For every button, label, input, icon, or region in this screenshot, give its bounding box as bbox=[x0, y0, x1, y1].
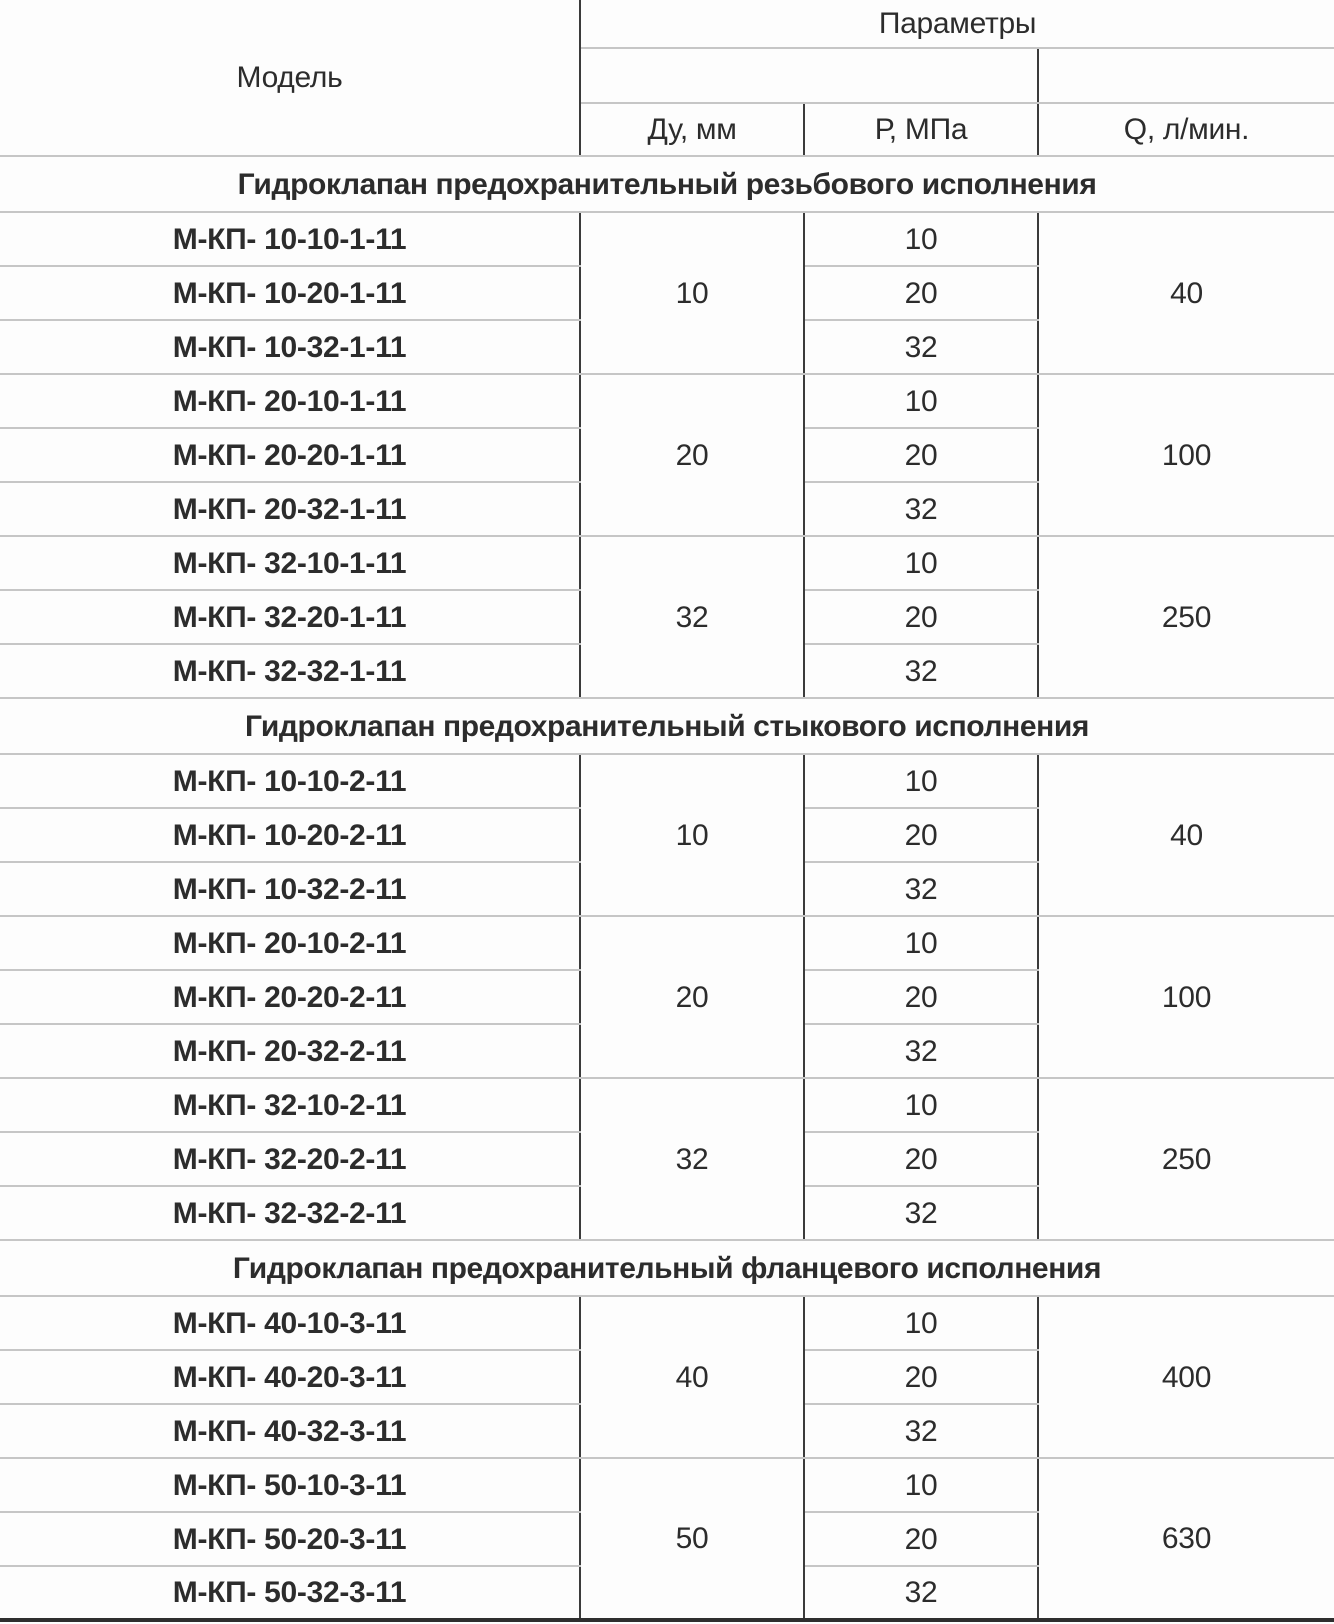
du-cell: 20 bbox=[580, 374, 804, 536]
section-title: Гидроклапан предохранительный резьбового исполнения bbox=[0, 156, 1334, 212]
q-cell: 630 bbox=[1038, 1458, 1334, 1620]
header-spacer-du-p bbox=[580, 48, 1038, 103]
model-cell: М-КП- 10-32-2-11 bbox=[0, 862, 580, 916]
p-cell: 10 bbox=[804, 212, 1038, 266]
q-cell: 100 bbox=[1038, 916, 1334, 1078]
p-cell: 20 bbox=[804, 428, 1038, 482]
p-cell: 32 bbox=[804, 1186, 1038, 1240]
section-title: Гидроклапан предохранительный стыкового исполнения bbox=[0, 698, 1334, 754]
table-row bbox=[0, 1458, 1334, 1512]
model-cell: М-КП- 10-20-1-11 bbox=[0, 266, 580, 320]
model-cell: М-КП- 20-10-1-11 bbox=[0, 374, 580, 428]
model-cell: М-КП- 50-10-3-11 bbox=[0, 1458, 580, 1512]
model-cell: М-КП- 50-20-3-11 bbox=[0, 1512, 580, 1566]
du-cell: 10 bbox=[580, 212, 804, 374]
p-cell: 10 bbox=[804, 916, 1038, 970]
p-cell: 20 bbox=[804, 970, 1038, 1024]
header-col-p: Р, МПа bbox=[804, 103, 1038, 156]
du-cell: 10 bbox=[580, 754, 804, 916]
q-cell: 250 bbox=[1038, 536, 1334, 698]
p-cell: 20 bbox=[804, 590, 1038, 644]
section-title-row bbox=[0, 156, 1334, 212]
model-cell: М-КП- 10-10-2-11 bbox=[0, 754, 580, 808]
du-cell: 32 bbox=[580, 1078, 804, 1240]
q-cell: 40 bbox=[1038, 212, 1334, 374]
p-cell: 20 bbox=[804, 1132, 1038, 1186]
p-cell: 20 bbox=[804, 266, 1038, 320]
p-cell: 20 bbox=[804, 1512, 1038, 1566]
q-cell: 400 bbox=[1038, 1296, 1334, 1458]
p-cell: 32 bbox=[804, 1024, 1038, 1078]
model-cell: М-КП- 10-10-1-11 bbox=[0, 212, 580, 266]
table-header bbox=[0, 0, 1334, 156]
model-cell: М-КП- 32-10-2-11 bbox=[0, 1078, 580, 1132]
model-cell: М-КП- 32-32-2-11 bbox=[0, 1186, 580, 1240]
model-cell: М-КП- 20-20-1-11 bbox=[0, 428, 580, 482]
q-cell: 100 bbox=[1038, 374, 1334, 536]
table-row bbox=[0, 1078, 1334, 1132]
header-col-du: Ду, мм bbox=[580, 103, 804, 156]
q-cell: 250 bbox=[1038, 1078, 1334, 1240]
p-cell: 10 bbox=[804, 536, 1038, 590]
p-cell: 10 bbox=[804, 754, 1038, 808]
du-cell: 40 bbox=[580, 1296, 804, 1458]
p-cell: 32 bbox=[804, 1566, 1038, 1620]
header-params-label: Параметры bbox=[580, 0, 1334, 48]
model-cell: М-КП- 20-32-1-11 bbox=[0, 482, 580, 536]
p-cell: 32 bbox=[804, 862, 1038, 916]
p-cell: 10 bbox=[804, 374, 1038, 428]
du-cell: 20 bbox=[580, 916, 804, 1078]
model-cell: М-КП- 20-10-2-11 bbox=[0, 916, 580, 970]
model-cell: М-КП- 32-20-2-11 bbox=[0, 1132, 580, 1186]
table-row bbox=[0, 754, 1334, 808]
model-cell: М-КП- 40-10-3-11 bbox=[0, 1296, 580, 1350]
model-cell: М-КП- 32-10-1-11 bbox=[0, 536, 580, 590]
table-row bbox=[0, 536, 1334, 590]
section-title-row bbox=[0, 1240, 1334, 1296]
model-cell: М-КП- 10-20-2-11 bbox=[0, 808, 580, 862]
model-cell: М-КП- 40-20-3-11 bbox=[0, 1350, 580, 1404]
du-cell: 32 bbox=[580, 536, 804, 698]
model-cell: М-КП- 10-32-1-11 bbox=[0, 320, 580, 374]
section-title-row bbox=[0, 698, 1334, 754]
table-row bbox=[0, 916, 1334, 970]
table-row bbox=[0, 1296, 1334, 1350]
header-model-label: Модель bbox=[0, 0, 580, 156]
section-title: Гидроклапан предохранительный фланцевого исполнения bbox=[0, 1240, 1334, 1296]
p-cell: 10 bbox=[804, 1458, 1038, 1512]
header-col-q: Q, л/мин. bbox=[1038, 103, 1334, 156]
p-cell: 10 bbox=[804, 1078, 1038, 1132]
table-body bbox=[0, 156, 1334, 1620]
table-row bbox=[0, 374, 1334, 428]
header-spacer-q bbox=[1038, 48, 1334, 103]
model-cell: М-КП- 20-32-2-11 bbox=[0, 1024, 580, 1078]
model-cell: М-КП- 20-20-2-11 bbox=[0, 970, 580, 1024]
model-cell: М-КП- 32-32-1-11 bbox=[0, 644, 580, 698]
p-cell: 32 bbox=[804, 644, 1038, 698]
p-cell: 32 bbox=[804, 1404, 1038, 1458]
p-cell: 20 bbox=[804, 1350, 1038, 1404]
p-cell: 20 bbox=[804, 808, 1038, 862]
q-cell: 40 bbox=[1038, 754, 1334, 916]
model-cell: М-КП- 50-32-3-11 bbox=[0, 1566, 580, 1620]
model-cell: М-КП- 32-20-1-11 bbox=[0, 590, 580, 644]
p-cell: 32 bbox=[804, 482, 1038, 536]
p-cell: 32 bbox=[804, 320, 1038, 374]
p-cell: 10 bbox=[804, 1296, 1038, 1350]
du-cell: 50 bbox=[580, 1458, 804, 1620]
model-cell: М-КП- 40-32-3-11 bbox=[0, 1404, 580, 1458]
table-row bbox=[0, 212, 1334, 266]
